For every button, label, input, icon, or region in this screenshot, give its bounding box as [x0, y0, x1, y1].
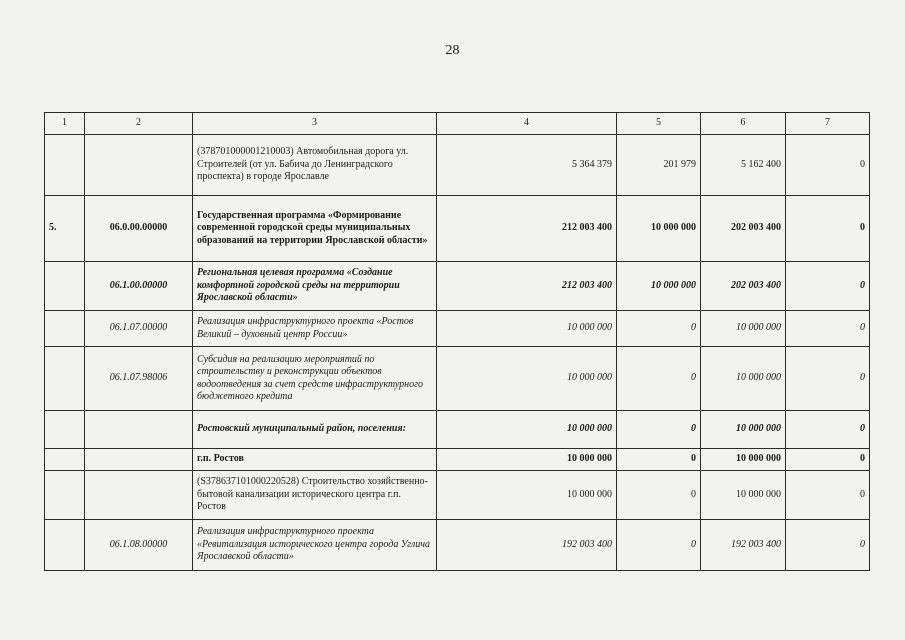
column-6-amount: 10 000 000 [701, 411, 786, 449]
table-row [45, 311, 870, 347]
column-7-amount: 0 [786, 196, 870, 262]
budget-code [85, 411, 193, 449]
item-name: Реализация инфраструктурного проекта «Ростов Великий – духовный центр России» [193, 311, 437, 347]
column-5-amount: 0 [617, 449, 701, 471]
table-row [45, 449, 870, 471]
column-5-amount: 0 [617, 520, 701, 571]
column-5-amount: 0 [617, 471, 701, 520]
total-amount: 212 003 400 [437, 262, 617, 311]
budget-code [85, 135, 193, 196]
header-row [45, 113, 870, 135]
column-5-amount: 0 [617, 411, 701, 449]
column-7-amount: 0 [786, 347, 870, 411]
table-row [45, 411, 870, 449]
total-amount: 5 364 379 [437, 135, 617, 196]
table-row [45, 471, 870, 520]
row-number [45, 311, 85, 347]
column-7-amount: 0 [786, 311, 870, 347]
budget-code [85, 471, 193, 520]
row-number [45, 135, 85, 196]
row-number [45, 449, 85, 471]
column-7-amount: 0 [786, 449, 870, 471]
item-name: (S378637101000220528) Строительство хозяйственно-бытовой канализации исторического центра г.п. Ростов [193, 471, 437, 520]
column-6-amount: 10 000 000 [701, 311, 786, 347]
table-row [45, 262, 870, 311]
row-number: 5. [45, 196, 85, 262]
budget-code: 06.1.07.00000 [85, 311, 193, 347]
column-6-amount: 5 162 400 [701, 135, 786, 196]
budget-code: 06.1.08.00000 [85, 520, 193, 571]
total-amount: 10 000 000 [437, 347, 617, 411]
total-amount: 192 003 400 [437, 520, 617, 571]
row-number [45, 471, 85, 520]
column-header: 3 [193, 113, 437, 135]
column-header: 7 [786, 113, 870, 135]
item-name: Региональная целевая программа «Создание комфортной городской среды на территории Ярославской области» [193, 262, 437, 311]
column-6-amount: 10 000 000 [701, 449, 786, 471]
column-6-amount: 202 003 400 [701, 196, 786, 262]
column-header: 6 [701, 113, 786, 135]
budget-code [85, 449, 193, 471]
budget-code: 06.1.07.98006 [85, 347, 193, 411]
table-row [45, 196, 870, 262]
total-amount: 10 000 000 [437, 311, 617, 347]
item-name: Субсидия на реализацию мероприятий по строительству и реконструкции объектов водоотведения за счет средств инфраструктурного бюджетного кредита [193, 347, 437, 411]
column-6-amount: 202 003 400 [701, 262, 786, 311]
budget-code: 06.0.00.00000 [85, 196, 193, 262]
item-name: Государственная программа «Формирование современной городской среды муниципальных образований на территории Ярославской области» [193, 196, 437, 262]
total-amount: 10 000 000 [437, 449, 617, 471]
column-7-amount: 0 [786, 411, 870, 449]
total-amount: 10 000 000 [437, 471, 617, 520]
page-number: 28 [445, 43, 460, 58]
column-header: 2 [85, 113, 193, 135]
column-header: 1 [45, 113, 85, 135]
column-header: 4 [437, 113, 617, 135]
column-5-amount: 0 [617, 347, 701, 411]
table-row [45, 135, 870, 196]
column-5-amount: 201 979 [617, 135, 701, 196]
column-5-amount: 10 000 000 [617, 196, 701, 262]
budget-code: 06.1.00.00000 [85, 262, 193, 311]
budget-table [44, 112, 870, 571]
item-name: Ростовский муниципальный район, поселения: [193, 411, 437, 449]
row-number [45, 347, 85, 411]
item-name: г.п. Ростов [193, 449, 437, 471]
column-6-amount: 10 000 000 [701, 347, 786, 411]
row-number [45, 520, 85, 571]
column-7-amount: 0 [786, 471, 870, 520]
total-amount: 212 003 400 [437, 196, 617, 262]
column-5-amount: 0 [617, 311, 701, 347]
row-number [45, 262, 85, 311]
column-6-amount: 10 000 000 [701, 471, 786, 520]
column-header: 5 [617, 113, 701, 135]
item-name: (378701000001210003) Автомобильная дорога ул. Строителей (от ул. Бабича до Ленинградского проспекта) в городе Ярославле [193, 135, 437, 196]
total-amount: 10 000 000 [437, 411, 617, 449]
column-7-amount: 0 [786, 135, 870, 196]
table-row [45, 347, 870, 411]
item-name: Реализация инфраструктурного проекта «Ревитализация исторического центра города Углича Ярославской области» [193, 520, 437, 571]
column-5-amount: 10 000 000 [617, 262, 701, 311]
column-6-amount: 192 003 400 [701, 520, 786, 571]
column-7-amount: 0 [786, 520, 870, 571]
row-number [45, 411, 85, 449]
column-7-amount: 0 [786, 262, 870, 311]
table-row [45, 520, 870, 571]
